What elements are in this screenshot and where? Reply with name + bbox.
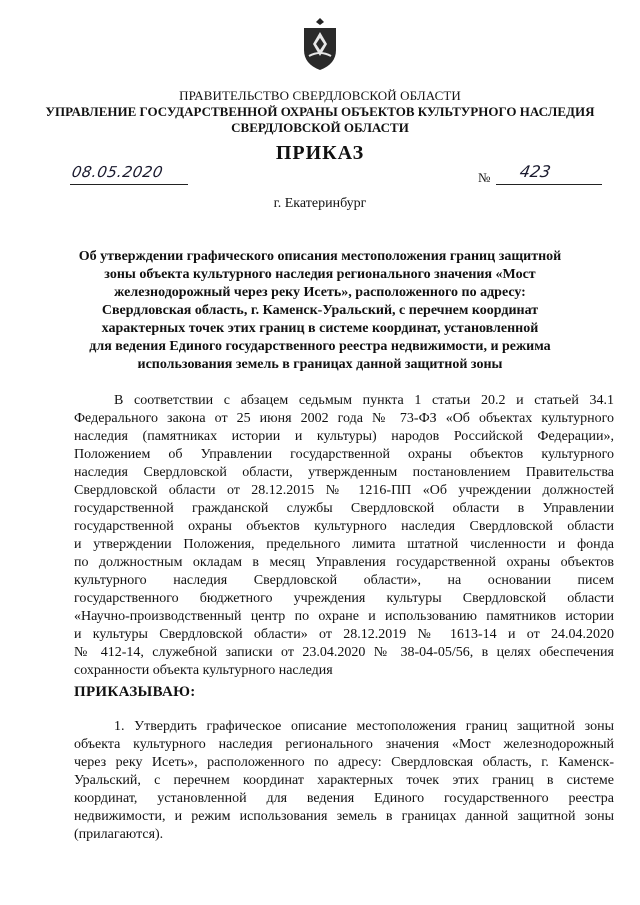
document-type: ПРИКАЗ: [275, 142, 365, 164]
city: г. Екатеринбург: [273, 196, 367, 211]
order-date: 08.05.2020: [70, 163, 165, 181]
preamble-line: Свердловской области от 28.12.2015 № 1216-ПП «Об учреждении должностей: [74, 483, 614, 498]
orders-heading: ПРИКАЗЫВАЮ:: [74, 684, 196, 700]
item-line: объекта культурного наследия регионального значения «Мост железнодорожный: [74, 737, 614, 752]
preamble-line: культурного наследия Свердловской области», на основании писем: [74, 573, 614, 588]
department-line: УПРАВЛЕНИЕ ГОСУДАРСТВЕННОЙ ОХРАНЫ ОБЪЕКТОВ КУЛЬТУРНОГО НАСЛЕДИЯ: [45, 104, 595, 119]
item-line: (прилагаются).: [74, 827, 164, 842]
subject-line: зоны объекта культурного наследия регионального значения «Мост: [104, 267, 536, 282]
subject-line: железнодорожный через реку Исеть», расположенного по адресу:: [114, 285, 526, 300]
preamble-line: по должностным окладам в месяц Управления государственной охраны объектов: [74, 555, 614, 570]
preamble-line: «Научно-производственный центр по охране и использованию памятников истории: [74, 609, 614, 624]
order-number: 423: [518, 162, 553, 181]
preamble-line: государственного бюджетного учреждения культуры Свердловской области: [74, 591, 614, 606]
preamble-line: № 412-14, служебной записки от 23.04.2020 № 38-04-05/56, в целях обеспечения: [74, 645, 614, 660]
item-line: через реку Исеть», расположенного по адресу: Свердловская область, г. Каменск-: [74, 755, 614, 770]
preamble-line: и культуры Свердловской области» от 28.12.2019 № 1613-14 и от 24.04.2020: [74, 627, 614, 642]
item-line: Уральский, с перечнем координат характерных точек этих границ в системе: [74, 773, 614, 788]
subject-line: Свердловская область, г. Каменск-Уральский, с перечнем координат: [101, 303, 539, 318]
department-name: [40, 104, 600, 136]
subject-line: характерных точек этих границ в системе координат, установленной: [101, 321, 539, 336]
preamble-line: государственной гражданской службы Свердловской области в Управлении: [74, 501, 614, 516]
preamble-line: наследия (памятниках истории и культуры) народов Российской Федерации»,: [74, 429, 614, 444]
preamble-paragraph: [74, 392, 614, 680]
item-line: недвижимости, и режим использования земель в границах данной защитной зоны: [74, 809, 614, 824]
order-subject: [72, 248, 568, 374]
preamble-line: В соответствии с абзацем седьмым пункта 1 статьи 20.2 и статьей 34.1: [114, 393, 614, 408]
preamble-line: и утверждении Положения, предельного лимита штатной численности и фонда: [74, 537, 614, 552]
preamble-line: Положением об Управлении государственной охраны объектов культурного: [74, 447, 614, 462]
item-line: 1. Утвердить графическое описание местоположения границ защитной зоны: [114, 719, 614, 734]
subject-line: использования земель в границах данной защитной зоны: [137, 357, 503, 372]
order-item-1: [74, 718, 614, 844]
subject-line: Об утверждении графического описания местоположения границ защитной: [78, 249, 562, 264]
sverdlovsk-coat-of-arms-icon: [300, 16, 340, 72]
number-label: №: [478, 170, 491, 185]
preamble-line: Федерального закона от 25 июня 2002 года № 73-ФЗ «Об объектах культурного: [74, 411, 614, 426]
preamble-line: наследия Свердловской области, утвержденным постановлением Правительства: [74, 465, 614, 480]
preamble-line: сохранности объекта культурного наследия: [74, 663, 333, 678]
subject-line: для ведения Единого государственного реестра недвижимости, и режима: [89, 339, 551, 354]
item-line: координат, установленной для ведения Единого государственного реестра: [74, 791, 614, 806]
preamble-line: государственной охраны объектов культурного наследия Свердловской области: [74, 519, 614, 534]
department-line: СВЕРДЛОВСКОЙ ОБЛАСТИ: [231, 120, 409, 135]
government-name: ПРАВИТЕЛЬСТВО СВЕРДЛОВСКОЙ ОБЛАСТИ: [179, 88, 461, 103]
